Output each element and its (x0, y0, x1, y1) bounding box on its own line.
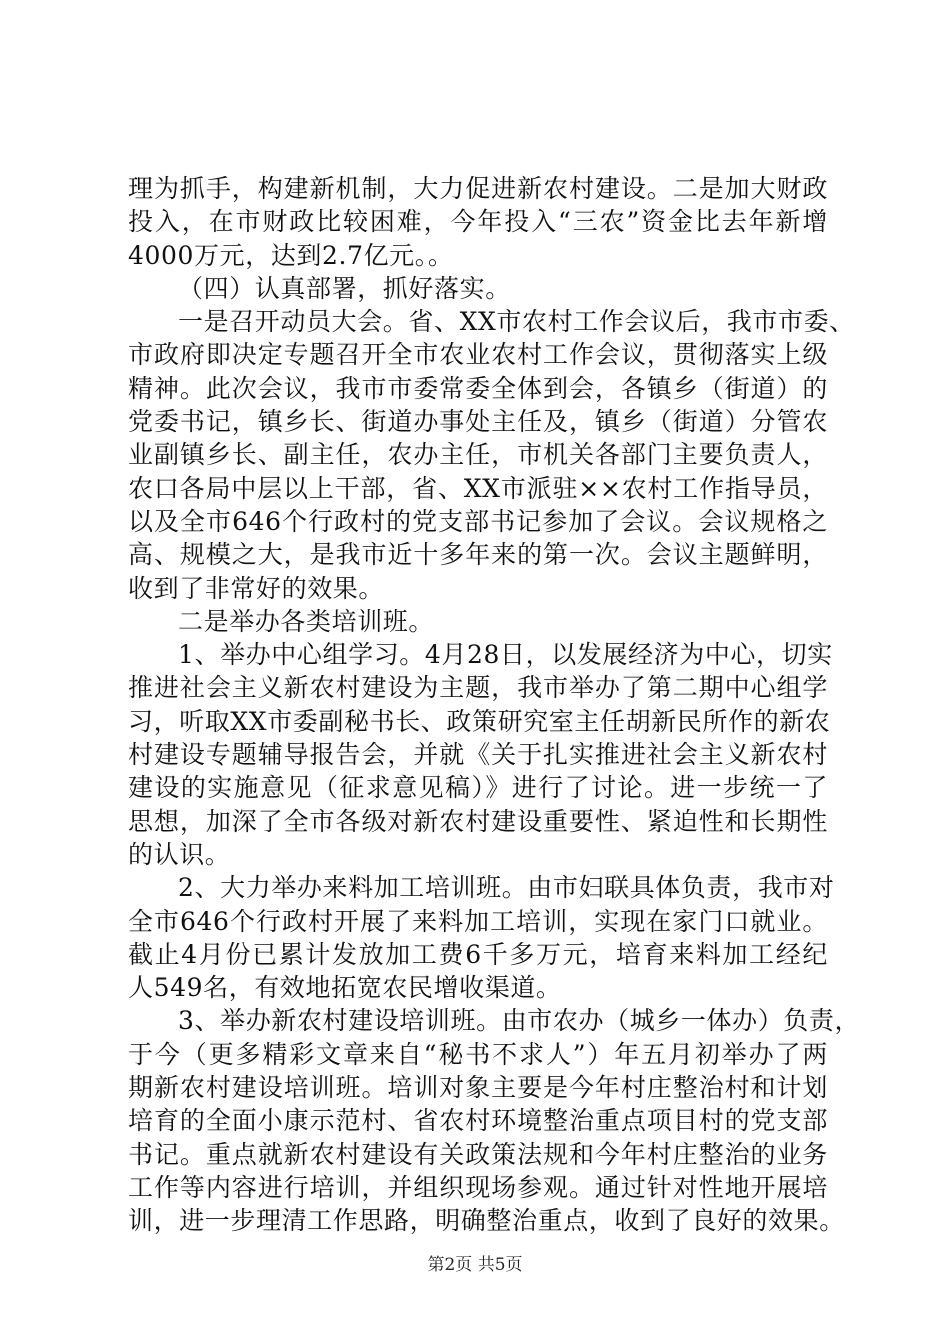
text-line: 3、举办新农村建设培训班。由市农办（城乡一体办）负责， (178, 1006, 861, 1036)
text-line: 一是召开动员大会。省、XX市农村工作会议后，我市市委、 (178, 307, 855, 337)
page-footer: 第2页 共5页 (427, 1255, 523, 1275)
text-line: 工作等内容进行培训，并组织现场参观。通过针对性地开展培 (128, 1172, 828, 1202)
text-line: 训，进一步理清工作思路，明确整治重点，收到了良好的效果。 (128, 1206, 845, 1236)
text-line: 的认识。 (128, 839, 231, 869)
text-line: 收到了非常好的效果。 (128, 573, 385, 603)
text-line: （四）认真部署，抓好落实。 (178, 273, 511, 303)
text-line: 人549名，有效地拓宽农民增收渠道。 (128, 973, 562, 1003)
text-line: 理为抓手，构建新机制，大力促进新农村建设。二是加大财政 (128, 174, 828, 203)
text-line: 村建设专题辅导报告会，并就《关于扎实推进社会主义新农村 (128, 740, 828, 770)
text-line: 高、规模之大，是我市近十多年来的第一次。会议主题鲜明， (128, 540, 828, 570)
text-line: 市政府即决定专题召开全市农业农村工作会议，贯彻落实上级 (128, 340, 828, 370)
text-line: 精神。此次会议，我市市委常委全体到会，各镇乡（街道）的 (128, 373, 828, 403)
text-line: 农口各局中层以上干部，省、XX市派驻××农村工作指导员， (128, 473, 828, 503)
text-line: 培育的全面小康示范村、省农村环境整治重点项目村的党支部 (128, 1106, 828, 1136)
text-line: 截止4月份已累计发放加工费6千多万元，培育来料加工经纪 (128, 939, 828, 969)
text-line: 业副镇乡长、副主任，农办主任，市机关各部门主要负责人， (128, 440, 828, 470)
text-line: 于今（更多精彩文章来自“秘书不求人”）年五月初举办了两 (128, 1039, 828, 1069)
text-line: 二是举办各类培训班。 (178, 606, 435, 636)
text-line: 以及全市646个行政村的党支部书记参加了会议。会议规格之 (128, 506, 828, 536)
text-line: 4000万元，达到2.7亿元。。 (128, 240, 454, 270)
text-line: 1、举办中心组学习。4月28日，以发展经济为中心，切实 (178, 640, 833, 670)
text-line: 全市646个行政村开展了来料加工培训，实现在家门口就业。 (128, 906, 828, 936)
text-line: 2、大力举办来料加工培训班。由市妇联具体负责，我市对 (178, 873, 835, 903)
text-line: 党委书记，镇乡长、街道办事处主任及，镇乡（街道）分管农 (128, 407, 828, 437)
document-body (128, 172, 861, 1238)
text-line: 投入，在市财政比较困难，今年投入“三农”资金比去年新增 (128, 207, 828, 237)
text-line: 期新农村建设培训班。培训对象主要是今年村庄整治村和计划 (128, 1073, 828, 1103)
text-line: 思想，加深了全市各级对新农村建设重要性、紧迫性和长期性 (128, 806, 828, 836)
text-line: 习，听取XX市委副秘书长、政策研究室主任胡新民所作的新农 (128, 706, 831, 736)
text-line: 建设的实施意见（征求意见稿）》进行了讨论。进一步统一了 (128, 773, 828, 803)
text-line: 书记。重点就新农村建设有关政策法规和今年村庄整治的业务 (128, 1139, 828, 1169)
text-line: 推进社会主义新农村建设为主题，我市举办了第二期中心组学 (128, 673, 828, 703)
